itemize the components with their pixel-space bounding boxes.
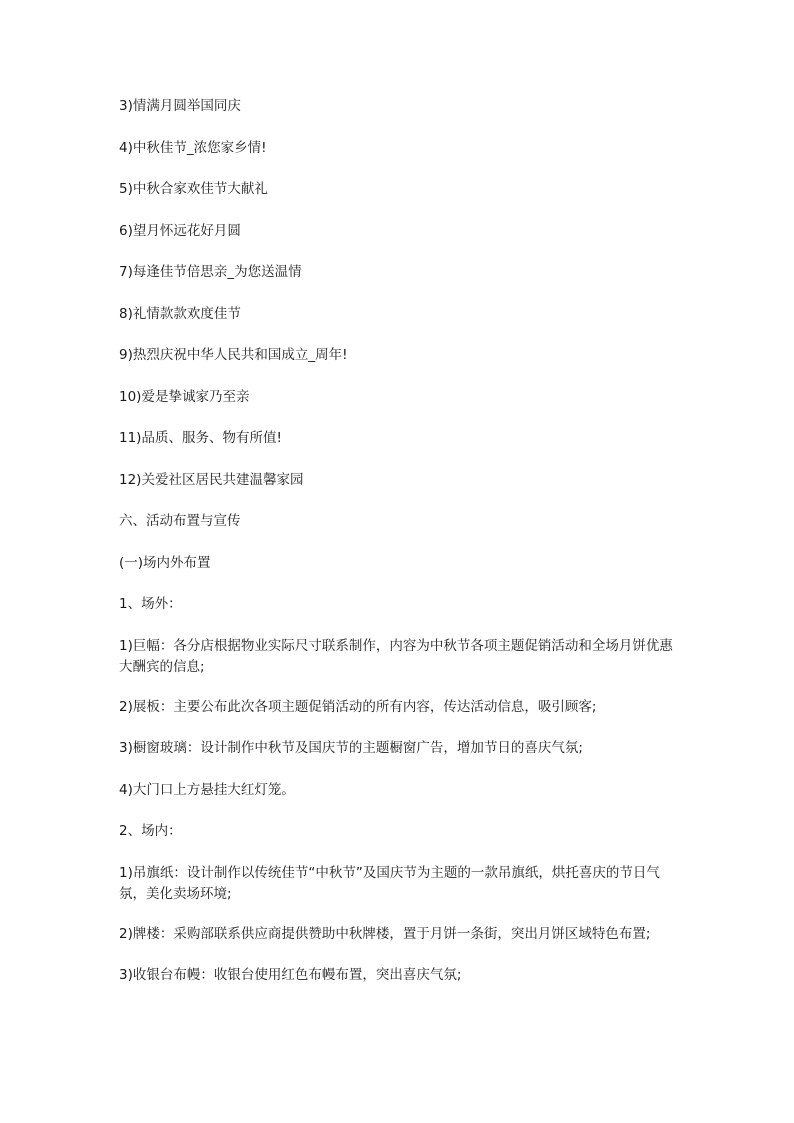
outdoor-item-lanterns: 4)大门口上方悬挂大红灯笼。 — [119, 781, 295, 798]
slogan-9: 9)热烈庆祝中华人民共和国成立_周年! — [119, 347, 348, 363]
subsection-heading-1: (一)场内外布置 — [119, 554, 211, 571]
slogan-3: 3)情满月圆举国同庆 — [119, 98, 241, 114]
document-body — [119, 96, 679, 1007]
section-heading-6: 六、活动布置与宣传 — [119, 513, 241, 529]
slogan-6: 6)望月怀远花好月圆 — [119, 222, 241, 239]
indoor-item-archway: 2)牌楼：采购部联系供应商提供赞助中秋牌楼，置于月饼一条街，突出月饼区域特色布置; — [119, 925, 651, 942]
outdoor-item-display-board: 2)展板：主要公布此次各项主题促销活动的所有内容，传达活动信息，吸引顾客; — [119, 698, 597, 715]
indoor-item-hanging-flags: 1)吊旗纸：设计制作以传统佳节“中秋节”及国庆节为主题的一款吊旗纸，烘托喜庆的节日气氛，美化卖场环境; — [119, 864, 660, 902]
outdoor-heading: 1、场外： — [119, 596, 182, 612]
slogan-4: 4)中秋佳节_浓您家乡情! — [119, 139, 267, 156]
slogan-5: 5)中秋合家欢佳节大献礼 — [119, 181, 268, 197]
outdoor-item-banner: 1)巨幅：各分店根据物业实际尺寸联系制作，内容为中秋节各项主题促销活动和全场月饼优惠大酬宾的信息; — [119, 637, 673, 675]
slogan-8: 8)礼情款款欢度佳节 — [119, 305, 241, 322]
slogan-10: 10)爱是挚诚家乃至亲 — [119, 388, 250, 405]
indoor-heading: 2、场内： — [119, 823, 182, 839]
indoor-item-checkout-drapes: 3)收银台布幔：收银台使用红色布幔布置，突出喜庆气氛; — [119, 967, 462, 983]
slogan-7: 7)每逢佳节倍思亲_为您送温情 — [119, 264, 302, 280]
slogan-12: 12)关爱社区居民共建温馨家园 — [119, 471, 304, 488]
outdoor-item-window-glass: 3)橱窗玻璃：设计制作中秋节及国庆节的主题橱窗广告，增加节日的喜庆气氛; — [119, 740, 583, 756]
slogan-11: 11)品质、服务、物有所值! — [119, 430, 282, 446]
